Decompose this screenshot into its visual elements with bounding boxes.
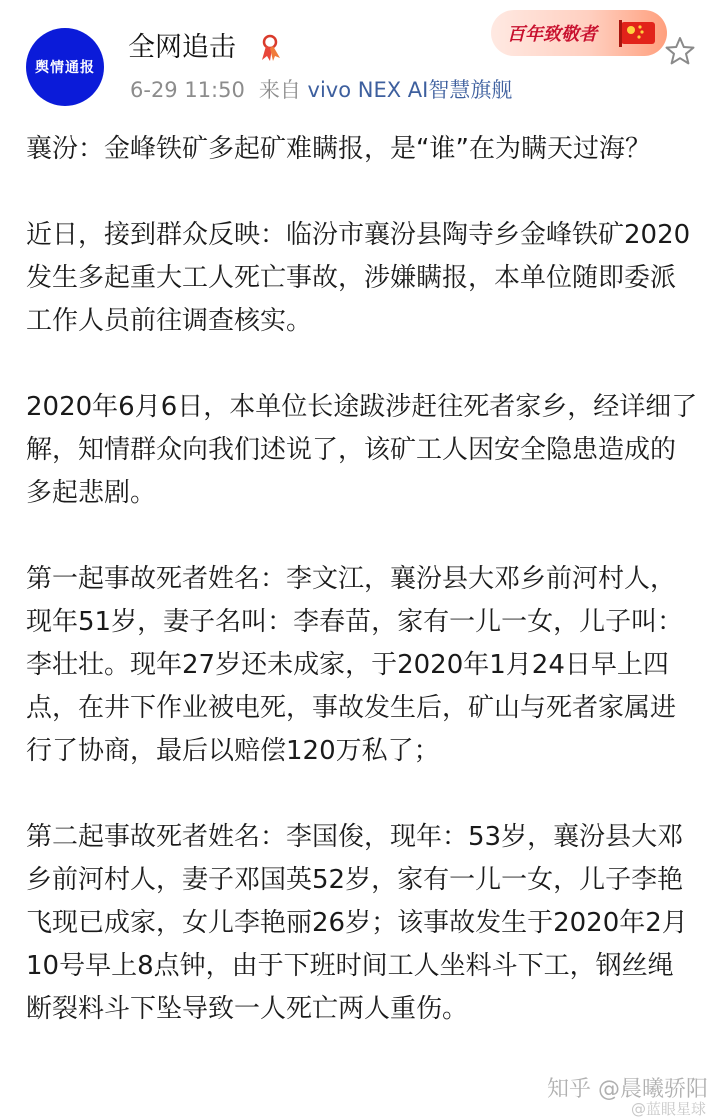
avatar[interactable] (26, 28, 104, 106)
flag-icon (615, 18, 659, 48)
post-content (26, 128, 698, 1074)
post-paragraph: 2020年6月6日，本单位长途跋涉赶往死者家乡，经详细了解，知情群众向我们述说了，该矿工人因安全隐患造成的多起悲剧。 (26, 392, 698, 508)
post-header (0, 0, 720, 118)
source-prefix: 来自 (258, 78, 301, 102)
post-timestamp: 6-29 11:50 (130, 78, 245, 102)
post-title: 襄汾：金峰铁矿多起矿难瞒报，是“谁”在为瞒天过海？ (26, 134, 651, 164)
watermark: 知乎 @晨曦骄阳 (547, 1077, 708, 1102)
user-name[interactable]: 全网追击 (128, 32, 236, 63)
post-paragraph: 第二起事故死者姓名：李国俊，现年：53岁，襄汾县大邓乡前河村人，妻子邓国英52岁，家有一儿一女，儿子李艳飞现已成家，女儿李艳丽26岁；该事故发生于2020年2月10号早上8点钟，由于下班时间工人坐料斗下工，钢丝绳断裂料斗下坠导致一人死亡两人重伤。 (26, 822, 688, 1024)
post-meta (130, 76, 512, 104)
star-icon[interactable] (665, 36, 695, 66)
post-paragraph: 近日，接到群众反映：临汾市襄汾县陶寺乡金峰铁矿2020发生多起重大工人死亡事故，涉嫌瞒报，本单位随即委派工作人员前往调查核实。 (26, 220, 691, 336)
source-device[interactable]: vivo NEX AI智慧旗舰 (307, 78, 513, 102)
ribbon-icon (258, 34, 284, 62)
honor-badge[interactable] (491, 10, 667, 56)
badge-text: 百年致敬者 (507, 24, 597, 45)
watermark-sub: @蓝眼星球 (630, 1100, 706, 1118)
avatar-text: 舆情通报 (35, 60, 95, 76)
post-paragraph: 第一起事故死者姓名：李文江，襄汾县大邓乡前河村人，现年51岁，妻子名叫：李春苗，家有一儿一女，儿子叫：李壮壮。现年27岁还未成家，于2020年1月24日早上四点，在井下作业被电死，事故发生后，矿山与死者家属进行了协商，最后以赔偿120万私了； (26, 564, 684, 766)
